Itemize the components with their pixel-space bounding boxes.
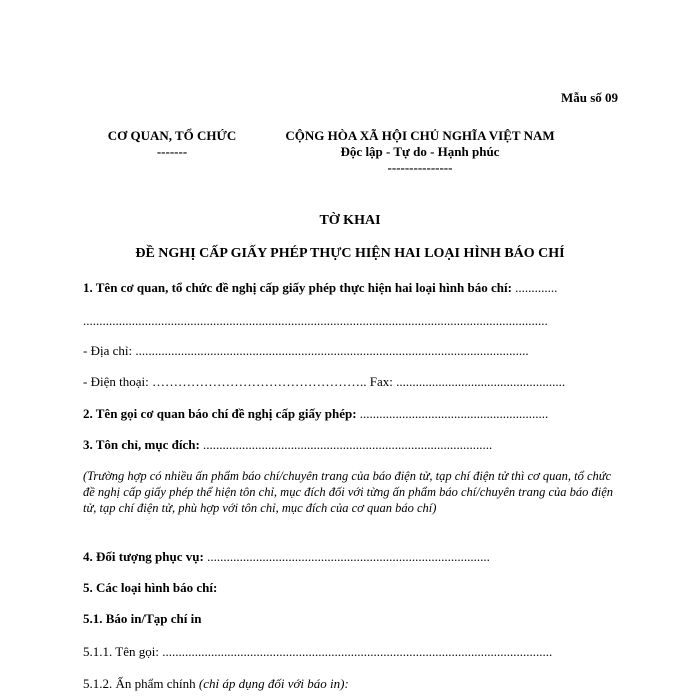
field-5-1-2-note: (chỉ áp dụng đối với báo in): [198,676,349,691]
field-5-press-types: 5. Các loại hình báo chí: [83,580,218,595]
field-phone-fax [83,374,565,390]
field-2-press-name [83,406,548,422]
field-3-purpose [83,437,492,453]
field-3-label: 3. Tôn chỉ, mục đích: [83,437,200,452]
header-country [270,128,570,176]
field-5-1-2-main-publication [83,676,349,692]
field-5-1-2-label: 5.1.2. Ấn phẩm chính [83,676,196,691]
phone-label: - Điện thoại: [83,374,149,389]
fax-dots: .................................................... [392,374,566,389]
document-title: TỜ KHAI [319,213,381,228]
document-subtitle: ĐỀ NGHỊ CẤP GIẤY PHÉP THỰC HIỆN HAI LOẠI HÌNH BÁO CHÍ [135,246,565,261]
field-1-dots: ............. [511,280,558,295]
field-3-note: (Trường hợp có nhiều ấn phẩm báo chí/chuyên trang của báo điện tử, tạp chí điện tử thì cơ quan, tổ chức đề nghị cấp giấy phép thể hiện tôn chỉ, mục đích đối với từng ấn phẩm báo chí/chuyên trang của báo điện tử, tạp chí điện tử, phù hợp với tôn chỉ, mục đích của cơ quan báo chí) [83,469,614,515]
address-dots: ......................................................................................................................... [132,343,529,358]
field-4-dots: ....................................................................................... [203,549,490,564]
field-5-1-print: 5.1. Báo in/Tạp chí in [83,611,202,626]
country-name: CỘNG HÒA XÃ HỘI CHỦ NGHĨA VIỆT NAM [285,128,555,143]
field-address [83,343,529,359]
form-number: Mẫu số 09 [560,90,618,105]
field-3-dots: ......................................................................................... [199,437,493,452]
field-1-label: 1. Tên cơ quan, tổ chức đề nghị cấp giấy phép thực hiện hai loại hình báo chí: [83,280,512,295]
field-2-label: 2. Tên gọi cơ quan báo chí đề nghị cấp giấy phép: [83,406,357,421]
org-name: CƠ QUAN, TỔ CHỨC [107,128,237,143]
field-2-dots: .......................................................... [356,406,549,421]
address-label: - Địa chỉ: [83,343,133,358]
field-1-org-name [83,280,557,296]
fax-label: Fax: [369,374,393,389]
header-organization [92,128,252,160]
phone-dots: ………………………………………….. [148,374,370,389]
field-5-1-1-dots: ........................................................................................................................ [158,644,553,659]
org-dash: ------- [156,144,188,159]
field-5-1-1-name [83,644,552,660]
field-1-continuation: ............................................................................................................................................... [83,313,548,328]
field-4-label: 4. Đối tượng phục vụ: [83,549,204,564]
motto: Độc lập - Tự do - Hạnh phúc [340,144,500,159]
motto-dash: --------------- [387,160,453,175]
field-5-1-1-label: 5.1.1. Tên gọi: [83,644,159,659]
field-4-audience [83,549,490,565]
